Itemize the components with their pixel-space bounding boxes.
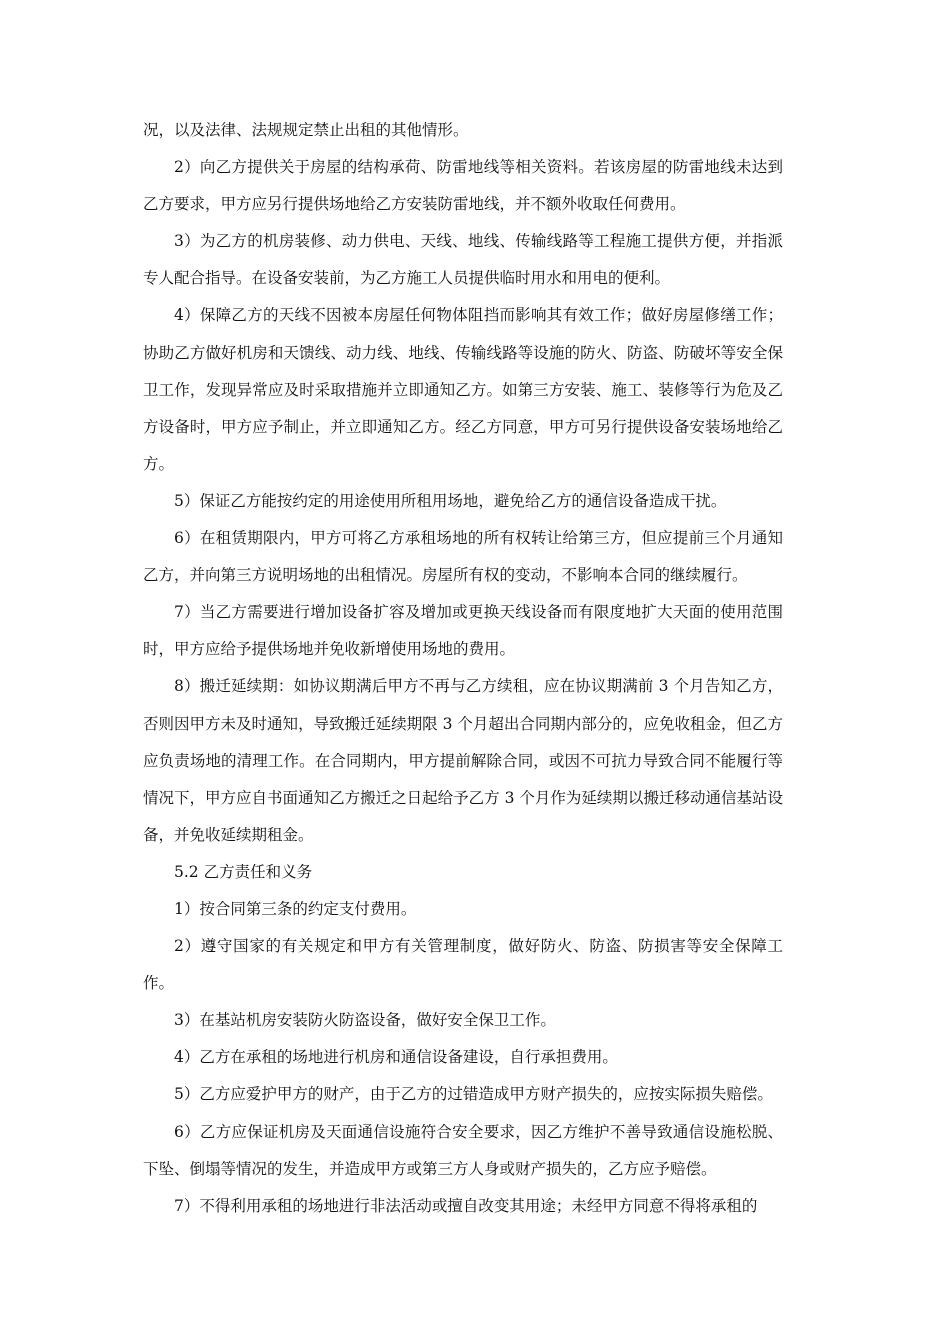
paragraph-13: 5）乙方应爱护甲方的财产，由于乙方的过错造成甲方财产损失的，应按实际损失赔偿。: [174, 1085, 773, 1104]
paragraph-4: 4）保障乙方的天线不因被本房屋任何物体阻挡而影响其有效工作；做好房屋修缮工作；协助乙方做好机房和天馈线、动力线、地线、传输线路等设施的防火、防盗、防破坏等安全保卫工作，发现异常应及时采取措施并立即通知乙方。如第三方安装、施工、装修等行为危及乙方设备时，甲方应予制止，并立即通知乙方。经乙方同意，甲方可另行提供设备安装场地给乙方。: [143, 306, 783, 473]
paragraph-15: 7）不得利用承租的场地进行非法活动或擅自改变其用途；未经甲方同意不得将承租的: [174, 1196, 758, 1215]
paragraph-3: 3）为乙方的机房装修、动力供电、天线、地线、传输线路等工程施工提供方便，并指派专人配合指导。在设备安装前，为乙方施工人员提供临时用水和用电的便利。: [143, 232, 783, 288]
paragraph-6: 6）在租赁期限内，甲方可将乙方承租场地的所有权转让给第三方，但应提前三个月通知乙方，并向第三方说明场地的出租情况。房屋所有权的变动，不影响本合同的继续履行。: [143, 529, 783, 585]
paragraph-10: 2）遵守国家的有关规定和甲方有关管理制度，做好防火、防盗、防损害等安全保障工作。: [143, 937, 783, 993]
paragraph-7: 7）当乙方需要进行增加设备扩容及增加或更换天线设备而有限度地扩大天面的使用范围时，甲方应给予提供场地并免收新增使用场地的费用。: [143, 603, 783, 659]
paragraph-1: 况，以及法律、法规规定禁止出租的其他情形。: [143, 121, 469, 139]
paragraph-9: 1）按合同第三条的约定支付费用。: [174, 899, 417, 918]
section-heading-5-2: 5.2 乙方责任和义务: [174, 862, 313, 881]
document-body: [143, 112, 783, 1225]
paragraph-12: 4）乙方在承租的场地进行机房和通信设备建设，自行承担费用。: [174, 1048, 618, 1067]
paragraph-11: 3）在基站机房安装防火防盗设备，做好安全保卫工作。: [174, 1011, 556, 1030]
paragraph-8: 8）搬迁延续期：如协议期满后甲方不再与乙方续租，应在协议期满前 3 个月告知乙方，否则因甲方未及时通知，导致搬迁延续期限 3 个月超出合同期内部分的，应免收租金，但乙方应负责场地的清理工作。在合同期内，甲方提前解除合同，或因不可抗力导致合同不能履行等情况下，甲方应自书面通知乙方搬迁之日起给予乙方 3 个月作为延续期以搬迁移动通信基站设备，并免收延续期租金。: [143, 677, 783, 844]
paragraph-5: 5）保证乙方能按约定的用途使用所租用场地，避免给乙方的通信设备造成干扰。: [174, 491, 727, 510]
paragraph-2: 2）向乙方提供关于房屋的结构承荷、防雷地线等相关资料。若该房屋的防雷地线未达到乙方要求，甲方应另行提供场地给乙方安装防雷地线，并不额外收取任何费用。: [143, 158, 783, 214]
paragraph-14: 6）乙方应保证机房及天面通信设施符合安全要求，因乙方维护不善导致通信设施松脱、下坠、倒塌等情况的发生，并造成甲方或第三方人身或财产损失的，乙方应予赔偿。: [143, 1122, 783, 1178]
